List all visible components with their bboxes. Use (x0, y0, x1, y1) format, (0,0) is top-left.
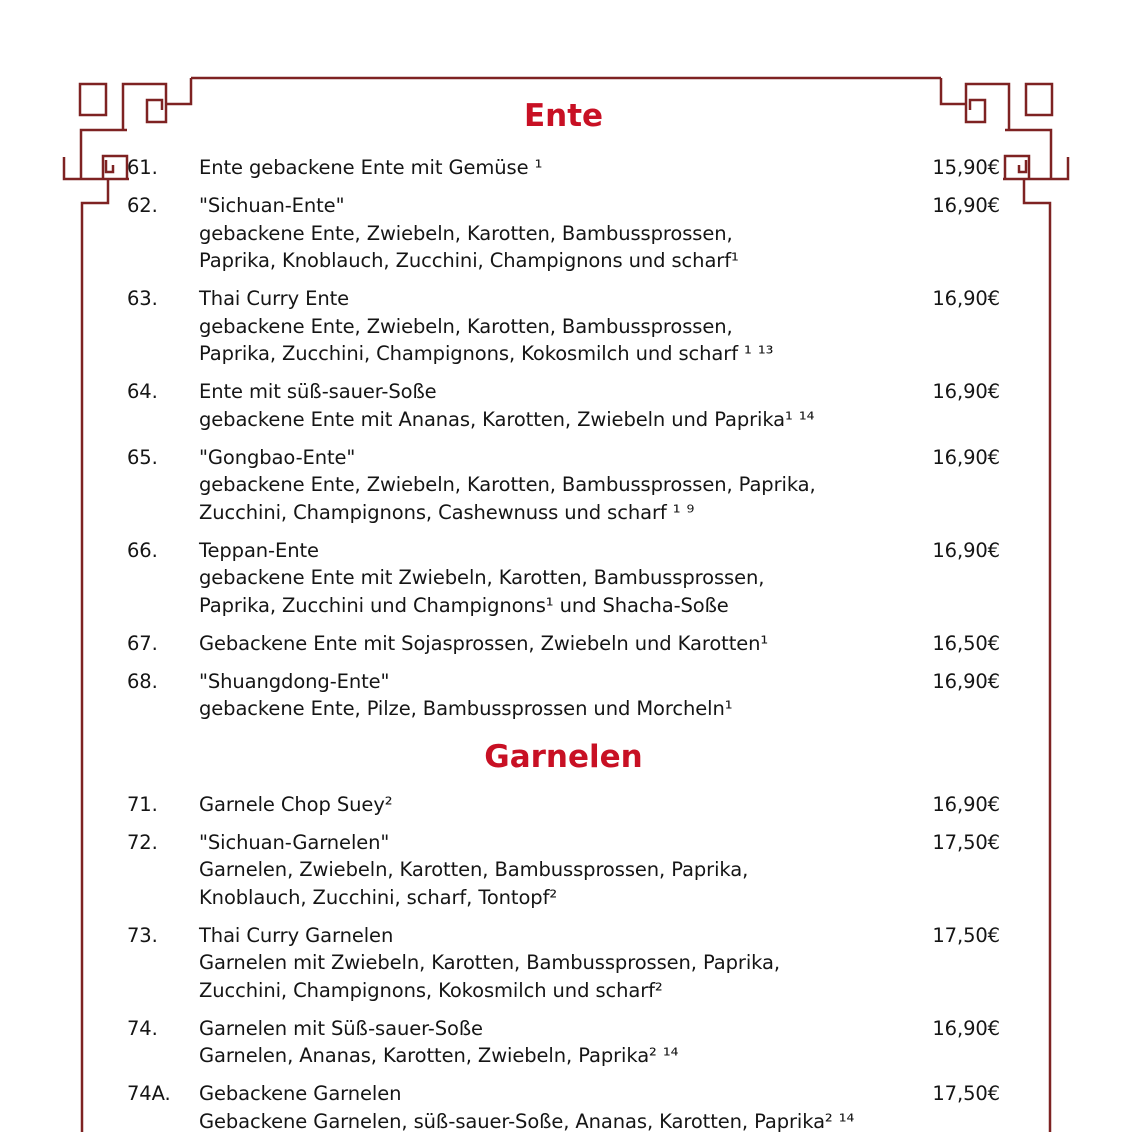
item-description-line: Garnelen, Ananas, Karotten, Zwiebeln, Paprika² ¹⁴ (199, 1044, 679, 1067)
item-body (199, 192, 904, 275)
section-title: Garnelen (484, 738, 643, 775)
item-name: Garnelen mit Süß-sauer-Soße (199, 1016, 483, 1040)
item-name: "Shuangdong-Ente" (199, 669, 390, 693)
menu-item (127, 922, 1000, 1005)
item-name: Ente gebackene Ente mit Gemüse ¹ (199, 156, 543, 179)
item-name: "Sichuan-Garnelen" (199, 830, 390, 854)
item-body (199, 378, 904, 433)
menu-item (127, 192, 1000, 275)
menu-item (127, 668, 1000, 723)
item-name: Gebackene Ente mit Sojasprossen, Zwiebeln und Karotten¹ (199, 631, 769, 655)
item-number: 73. (127, 923, 158, 947)
menu-section (127, 96, 1000, 723)
item-number: 62. (127, 194, 158, 217)
item-body (199, 630, 904, 658)
item-description-line: gebackene Ente, Pilze, Bambussprossen und Morcheln¹ (199, 697, 733, 720)
item-description-line: gebackene Ente, Zwiebeln, Karotten, Bambussprossen, (199, 221, 733, 245)
item-body (199, 922, 904, 1005)
item-number: 61. (127, 156, 158, 179)
item-description-line: gebackene Ente, Zwiebeln, Karotten, Bambussprossen, (199, 314, 733, 338)
menu-item (127, 630, 1000, 658)
item-body (199, 285, 904, 368)
item-price: 16,50€ (932, 631, 1000, 655)
item-price: 16,90€ (932, 445, 1000, 469)
menu-item (127, 1015, 1000, 1070)
item-price: 16,90€ (932, 1016, 1000, 1040)
item-description-line: Garnelen mit Zwiebeln, Karotten, Bambussprossen, Paprika, (199, 951, 780, 974)
item-body (199, 1015, 904, 1070)
item-number: 65. (127, 445, 158, 469)
section-items (127, 154, 1000, 723)
item-body (199, 829, 904, 912)
item-number: 72. (127, 830, 158, 854)
item-description-line: Garnelen, Zwiebeln, Karotten, Bambussprossen, Paprika, (199, 858, 749, 881)
item-number: 74A. (127, 1082, 171, 1105)
item-description-line: gebackene Ente mit Zwiebeln, Karotten, Bambussprossen, (199, 566, 765, 589)
menu-item (127, 1080, 1000, 1132)
item-name: "Sichuan-Ente" (199, 194, 345, 217)
item-name: Garnele Chop Suey² (199, 792, 393, 816)
item-body (199, 668, 904, 723)
item-price: 16,90€ (932, 380, 1000, 403)
item-number: 71. (127, 792, 158, 816)
item-name: Thai Curry Garnelen (199, 923, 394, 947)
item-description-line: Paprika, Zucchini, Champignons, Kokosmilch und scharf ¹ ¹³ (199, 342, 774, 365)
item-number: 63. (127, 287, 158, 310)
item-body (199, 537, 904, 620)
menu-section (127, 737, 1000, 1132)
item-price: 15,90€ (932, 156, 1000, 179)
item-name: Gebackene Garnelen (199, 1082, 402, 1105)
item-number: 66. (127, 538, 158, 562)
item-description-line: Paprika, Knoblauch, Zucchini, Champignons und scharf¹ (199, 249, 739, 272)
menu-item (127, 444, 1000, 527)
item-number: 64. (127, 380, 158, 403)
item-body (199, 1080, 904, 1132)
item-price: 16,90€ (932, 538, 1000, 562)
section-title: Ente (523, 98, 604, 134)
item-description-line: Gebackene Garnelen, süß-sauer-Soße, Ananas, Karotten, Paprika² ¹⁴ (199, 1109, 855, 1132)
item-number: 74. (127, 1016, 158, 1040)
item-price: 17,50€ (932, 1082, 1000, 1105)
menu-item (127, 537, 1000, 620)
menu-item (127, 285, 1000, 368)
item-price: 16,90€ (932, 194, 1000, 217)
item-description-line: Knoblauch, Zucchini, scharf, Tontopf² (199, 885, 558, 909)
menu-item (127, 378, 1000, 433)
item-price: 17,50€ (932, 830, 1000, 854)
item-price: 17,50€ (932, 923, 1000, 947)
item-description-line: Zucchini, Champignons, Cashewnuss und scharf ¹ ⁹ (199, 500, 695, 524)
item-description-line: Zucchini, Champignons, Kokosmilch und scharf² (199, 978, 663, 1002)
item-body (199, 154, 904, 182)
item-name: "Gongbao-Ente" (199, 445, 356, 469)
item-price: 16,90€ (932, 792, 1000, 816)
menu-item (127, 829, 1000, 912)
section-items (127, 791, 1000, 1132)
item-body (199, 791, 904, 819)
item-name: Thai Curry Ente (199, 287, 350, 310)
item-number: 68. (127, 669, 158, 693)
item-price: 16,90€ (932, 669, 1000, 693)
item-description-line: gebackene Ente, Zwiebeln, Karotten, Bambussprossen, Paprika, (199, 473, 816, 496)
menu-item (127, 154, 1000, 182)
menu-item (127, 791, 1000, 819)
item-number: 67. (127, 631, 158, 655)
item-name: Teppan-Ente (199, 538, 319, 562)
item-body (199, 444, 904, 527)
item-price: 16,90€ (932, 287, 1000, 310)
item-description-line: Paprika, Zucchini und Champignons¹ und Shacha-Soße (199, 593, 729, 617)
item-description-line: gebackene Ente mit Ananas, Karotten, Zwiebeln und Paprika¹ ¹⁴ (199, 407, 815, 431)
item-name: Ente mit süß-sauer-Soße (199, 380, 437, 403)
